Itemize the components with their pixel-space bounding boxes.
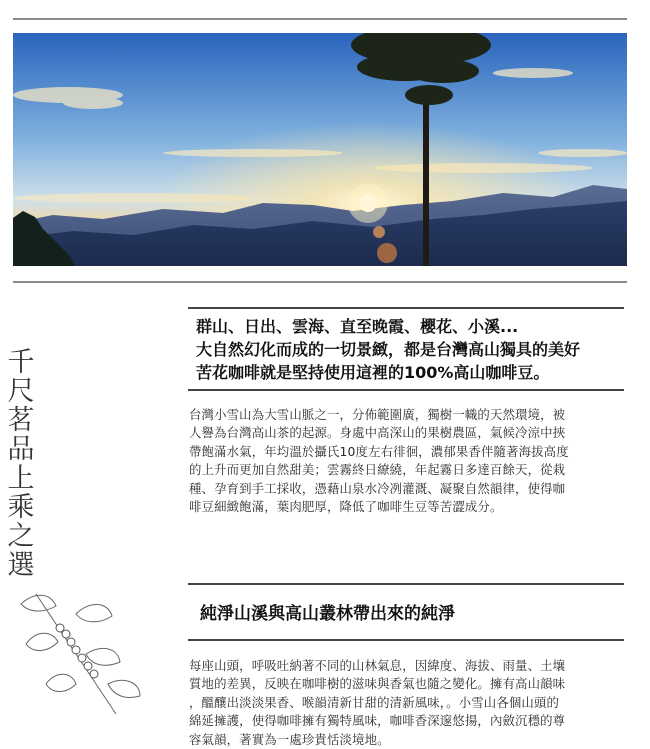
title-char: 尺 [7, 376, 35, 407]
paragraph-line: 帶飽滿水氣，年均溫於攝氏10度左右徘徊，濃郁果香伴隨著海拔高度 [189, 443, 569, 459]
paragraph-line: 台灣小雪山為大雪山脈之一，分佈範圍廣，獨樹一幟的天然環境，被 [189, 407, 566, 422]
title-char: 上 [7, 463, 35, 494]
heading-line: 大自然幻化而成的一切景緻，都是台灣高山獨具的美好 [196, 340, 581, 359]
paragraph-line: 啡豆細緻飽滿，葉肉肥厚，降低了咖啡生豆等苦澀成分。 [189, 499, 503, 515]
section2-top-rule [188, 583, 624, 585]
paragraph-line: 容氣韻，著實為一處珍貴恬淡境地。 [189, 731, 390, 747]
title-char: 乘 [7, 492, 35, 523]
coffee-branch-illustration [16, 584, 156, 724]
title-char: 選 [7, 550, 35, 581]
title-char: 品 [7, 434, 35, 465]
top-divider [13, 18, 627, 20]
section1-bottom-rule [188, 389, 624, 391]
hero-photo [13, 33, 627, 266]
paragraph-line: ，醞釀出淡淡果香、喉韻清新甘甜的清新風味，。小雪山各個山頭的 [189, 694, 560, 710]
vertical-title [6, 348, 36, 580]
photo-bottom-divider [13, 281, 627, 283]
heading-line: 群山、日出、雲海、直至晚霞、櫻花、小溪... [196, 317, 519, 336]
paragraph-line: 人譽為台灣高山茶的起源。身處中高深山的果樹農區，氣候冷涼中挾 [189, 425, 566, 441]
section1-top-rule [188, 307, 624, 309]
paragraph-line: 每座山頭，呼吸吐納著不同的山林氣息，因緯度、海拔、雨量、土壤 [189, 658, 566, 673]
title-char: 千 [7, 347, 35, 378]
section1-heading [196, 315, 626, 384]
paragraph-line: 質地的差異，反映在咖啡樹的滋味與香氣也隨之變化。擁有高山韻味 [189, 676, 566, 692]
section2-paragraph [189, 657, 633, 749]
paragraph-line: 綿延擁護，使得咖啡擁有獨特風味，咖啡香深邃悠揚，內斂沉穩的尊 [189, 713, 566, 729]
section2-bottom-rule [188, 639, 624, 641]
section1-paragraph [189, 406, 633, 516]
paragraph-line: 的上升而更加自然甜美；雲霧終日繚繞，年起霧日多達百餘天，從栽 [189, 462, 566, 478]
heading-line: 苦花咖啡就是堅持使用這裡的100%高山咖啡豆。 [196, 363, 550, 382]
title-char: 茗 [7, 405, 35, 436]
title-char: 之 [7, 521, 35, 552]
paragraph-line: 種、孕育到手工採收，憑藉山泉水冷冽灌溉、凝聚自然韻律，使得咖 [189, 480, 566, 496]
sunrise-mountain-image [13, 33, 627, 266]
section2-heading: 純淨山溪與高山叢林帶出來的純淨 [200, 604, 455, 624]
